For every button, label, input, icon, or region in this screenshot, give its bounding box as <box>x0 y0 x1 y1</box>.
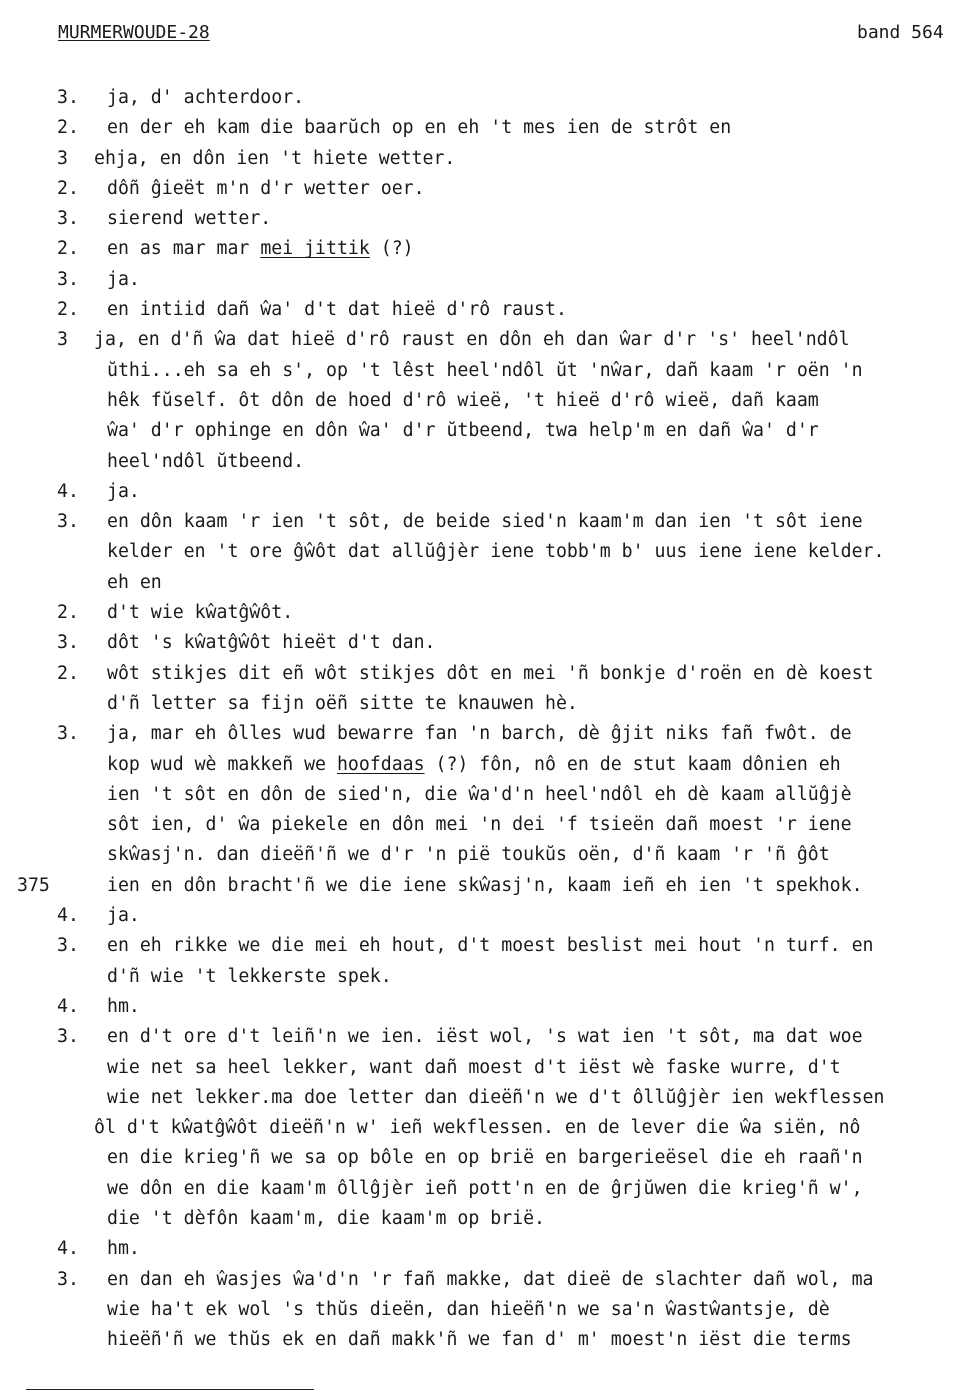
transcript-line <box>0 447 979 477</box>
transcript-line <box>0 810 979 840</box>
transcript-line <box>0 568 979 598</box>
speaker-number: 3. <box>57 1268 79 1290</box>
transcript-line <box>0 416 979 446</box>
speaker-number: 4. <box>57 905 79 927</box>
transcript-line <box>0 780 979 810</box>
transcript-line <box>0 1113 979 1143</box>
transcript-line <box>0 1174 979 1204</box>
transcript-line <box>0 1295 979 1325</box>
utterance-text: ja, en d'ñ ŵa dat hieë d'rô raust en dôn eh dan ŵar d'r 's' heel'ndôl <box>94 329 850 351</box>
utterance-text: en die krieg'ñ we sa op bôle en op brië en bargerieësel die eh raañ'n <box>107 1147 863 1169</box>
utterance-text-before: kop wud wè makkeñ we <box>107 753 337 775</box>
transcript-line <box>0 992 979 1022</box>
line-number: 375 <box>17 874 50 896</box>
utterance-text: eh en <box>107 571 162 593</box>
utterance-text: hm. <box>107 1238 140 1260</box>
utterance-text: ja. <box>107 268 140 290</box>
transcript-line <box>0 356 979 386</box>
utterance-text: wôt stikjes dit eñ wôt stikjes dôt en mei 'ñ bonkje d'roën en dè koest <box>107 662 874 684</box>
utterance-text: hm. <box>107 995 140 1017</box>
transcript-line <box>0 719 979 749</box>
utterance-text: ja, mar eh ôlles wud bewarre fan 'n barch, dè ĝjit niks fañ fwôt. de <box>107 723 852 745</box>
speaker-number: 4. <box>57 995 79 1017</box>
utterance-text: hêk fŭself. ôt dôn de hoed d'rô wieë, 't hieë d'rô wieë, dañ kaam <box>107 389 819 411</box>
utterance-text <box>107 750 841 780</box>
utterance-text: ja. <box>107 480 140 502</box>
transcript-line <box>0 174 979 204</box>
utterance-text: wie net sa heel lekker, want dañ moest d't iëst wè faske wurre, d't <box>107 1056 841 1078</box>
utterance-text: d'ñ wie 't lekkerste spek. <box>107 965 392 987</box>
transcript-line <box>0 386 979 416</box>
document-id: MURMERWOUDE-28 <box>58 22 210 43</box>
transcript-line <box>0 1083 979 1113</box>
utterance-text: heel'ndôl ŭtbeend. <box>107 450 305 472</box>
tape-number: band 564 <box>857 22 944 43</box>
transcript-line <box>0 295 979 325</box>
speaker-number: 3. <box>57 87 79 108</box>
utterance-text: we dôn en die kaam'm ôllĝjèr ieñ pott'n en de ĝrjŭwen die krieg'ñ w', <box>107 1177 863 1199</box>
utterance-text: ehja, en dôn ien 't hiete wetter. <box>94 147 456 169</box>
utterance-text <box>107 234 414 264</box>
speaker-number: 3. <box>57 511 79 533</box>
transcript-line <box>0 477 979 507</box>
transcript-line <box>0 144 979 174</box>
transcript-line <box>0 204 979 234</box>
utterance-text: ôl d't kŵatĝŵôt dieëñ'n w' ieñ wekflessen. en de lever die ŵa siën, nô <box>94 1117 861 1139</box>
utterance-text: ien en dôn bracht'ñ we die iene skŵasj'n, kaam ieñ eh ien 't spekhok. <box>107 874 863 896</box>
utterance-text: en intiid dañ ŵa' d't dat hieë d'rô raust. <box>107 299 567 321</box>
transcript-line <box>0 1204 979 1234</box>
transcript-line <box>0 537 979 567</box>
transcript-line <box>0 1325 979 1355</box>
utterance-text: kelder en 't ore ĝŵôt dat allŭĝjèr iene tobb'm b' uus iene iene kelder. <box>107 541 885 563</box>
utterance-text: d't wie kŵatĝŵôt. <box>107 602 294 624</box>
speaker-number: 3. <box>57 268 79 290</box>
utterance-text: en dan eh ŵasjes ŵa'd'n 'r fañ makke, dat dieë de slachter dañ wol, ma <box>107 1268 874 1290</box>
transcript-line <box>0 901 979 931</box>
speaker-number: 2. <box>57 177 79 199</box>
transcript-line <box>0 1053 979 1083</box>
transcript-line <box>0 83 979 113</box>
utterance-text: en d't ore d't leiñ'n we ien. iëst wol, 's wat ien 't sôt, ma dat woe <box>107 1026 863 1048</box>
speaker-number: 3. <box>57 1026 79 1048</box>
uncertain-transcription: mei jittik <box>260 238 370 260</box>
speaker-number: 3. <box>57 208 79 230</box>
utterance-text: skŵasj'n. dan dieëñ'ñ we d'r 'n pië toukŭs oën, d'ñ kaam 'r 'ñ ĝôt <box>107 844 830 866</box>
transcript-line <box>0 1234 979 1264</box>
transcript-line <box>0 962 979 992</box>
utterance-text: wie ha't ek wol 's thŭs dieën, dan hieëñ'n we sa'n ŵastŵantsje, dè <box>107 1298 830 1320</box>
transcript-line <box>0 628 979 658</box>
utterance-text-after: (?) <box>369 238 414 260</box>
utterance-text: hieëñ'ñ we thŭs ek en dañ makk'ñ we fan d' m' moest'n iëst die terms <box>107 1329 852 1351</box>
utterance-text: dôñ ĝieët m'n d'r wetter oer. <box>107 177 425 199</box>
utterance-text-before: en as mar mar <box>107 238 261 260</box>
speaker-number: 3. <box>57 935 79 957</box>
utterance-text: ja. <box>107 905 140 927</box>
speaker-number: 2. <box>57 299 79 321</box>
transcript-line <box>0 265 979 295</box>
transcript-line <box>0 689 979 719</box>
speaker-number: 2. <box>57 238 79 260</box>
transcript-line <box>0 1022 979 1052</box>
speaker-number: 3 <box>57 147 68 169</box>
transcript-line <box>0 507 979 537</box>
utterance-text: d'ñ letter sa fijn oëñ sitte te knauwen hè. <box>107 692 578 714</box>
transcript-line <box>0 1143 979 1173</box>
utterance-text: ja, d' achterdoor. <box>107 87 305 108</box>
utterance-text: dôt 's kŵatĝŵôt hieët d't dan. <box>107 632 436 654</box>
transcript-line <box>0 113 979 143</box>
utterance-text-after: (?) fôn, nô en de stut kaam dônien eh <box>424 753 841 775</box>
utterance-text: en dôn kaam 'r ien 't sôt, de beide sied'n kaam'm dan ien 't sôt iene <box>107 511 863 533</box>
utterance-text: sierend wetter. <box>107 208 272 230</box>
speaker-number: 2. <box>57 117 79 139</box>
speaker-number: 2. <box>57 602 79 624</box>
utterance-text: ŵa' d'r ophinge en dôn ŵa' d'r ŭtbeend, twa help'm en dañ ŵa' d'r <box>107 420 819 442</box>
transcript-line <box>0 659 979 689</box>
speaker-number: 3 <box>57 329 68 351</box>
transcript-line <box>0 931 979 961</box>
utterance-text: sôt ien, d' ŵa piekele en dôn mei 'n dei 'f tsieën dañ moest 'r iene <box>107 814 852 836</box>
speaker-number: 3. <box>57 723 79 745</box>
transcript-line <box>0 750 979 780</box>
speaker-number: 2. <box>57 662 79 684</box>
transcript-line <box>0 598 979 628</box>
footer-rule <box>26 1389 314 1390</box>
transcript-line <box>0 325 979 355</box>
utterance-text: die 't dèfôn kaam'm, die kaam'm op brië. <box>107 1207 545 1229</box>
speaker-number: 4. <box>57 1238 79 1260</box>
utterance-text: ien 't sôt en dôn de sied'n, die ŵa'd'n heel'ndôl eh dè kaam allŭĝjè <box>107 783 852 805</box>
transcript-line <box>0 1265 979 1295</box>
transcript-line <box>0 871 979 901</box>
transcript-line <box>0 840 979 870</box>
speaker-number: 4. <box>57 480 79 502</box>
transcript-body <box>0 83 979 1355</box>
utterance-text: ŭthi...eh sa eh s', op 't lêst heel'ndôl ŭt 'nŵar, dañ kaam 'r oën 'n <box>107 359 863 381</box>
speaker-number: 3. <box>57 632 79 654</box>
utterance-text: en eh rikke we die mei eh hout, d't moest beslist mei hout 'n turf. en <box>107 935 874 957</box>
utterance-text: wie net lekker.ma doe letter dan dieëñ'n we d't ôllŭĝjèr ien wekflessen <box>107 1086 885 1108</box>
uncertain-transcription: hoofdaas <box>336 753 425 775</box>
transcript-line <box>0 234 979 264</box>
utterance-text: en der eh kam die baarŭch op en eh 't mes ien de strôt en <box>107 117 732 139</box>
